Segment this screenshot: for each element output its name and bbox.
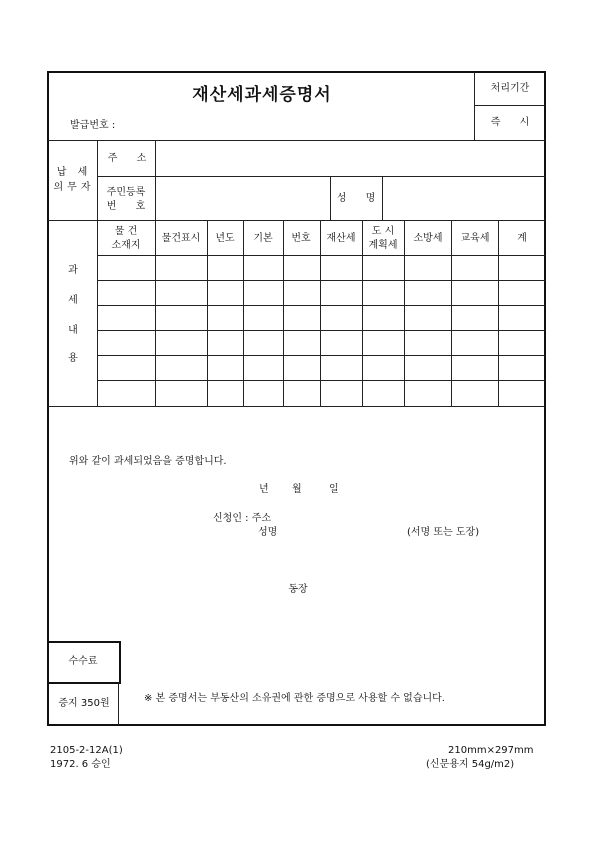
form-title: 재산세과세증명서 — [192, 85, 332, 105]
taxation-column-line — [155, 220, 156, 406]
taxation-row-line — [97, 380, 545, 381]
certification-statement: 위와 같이 과세되었음을 증명합니다. — [69, 456, 227, 467]
column-header-city-planning-tax-1: 도 시 — [371, 226, 395, 237]
taxation-row-line — [97, 330, 545, 331]
resident-number-label-1: 주민등록 — [106, 187, 146, 198]
applicant-name-label: 성명 — [258, 527, 278, 538]
taxation-row-line — [97, 305, 545, 306]
taxation-side-label-1: 과 — [68, 265, 78, 276]
column-header-number: 번호 — [291, 233, 311, 244]
taxpayer-group-divider — [97, 140, 98, 220]
taxpayer-group-label-2: 의무자 — [53, 182, 95, 193]
taxation-header-bottom — [97, 255, 545, 256]
column-header-education-tax: 교육세 — [460, 233, 490, 244]
taxation-column-line — [207, 220, 208, 406]
paper-size: 210mm×297mm — [448, 745, 534, 756]
column-header-location-2: 소재지 — [111, 240, 141, 251]
date-day: 일 — [329, 484, 339, 495]
certificate-form — [47, 71, 546, 726]
issue-number-label: 발급번호 : — [70, 120, 116, 131]
taxation-column-line — [404, 220, 405, 406]
column-header-total: 계 — [517, 233, 527, 244]
header-bottom-line — [48, 140, 545, 141]
form-code: 2105-2-12A(1) — [50, 745, 123, 756]
taxation-row-line — [97, 280, 545, 281]
taxpayer-row-divider — [97, 176, 545, 177]
name-label-left-border — [330, 176, 331, 220]
approval-date: 1972. 6 승인 — [50, 759, 111, 770]
applicant-address-label: 신청인 : 주소 — [213, 513, 272, 524]
processing-box-divider — [474, 105, 545, 106]
fee-box-right-border — [119, 641, 121, 684]
fee-box-middle-border — [47, 682, 121, 684]
taxation-bottom-line — [48, 406, 545, 407]
taxation-column-line — [283, 220, 284, 406]
stamp-box-right-border — [118, 683, 119, 725]
taxation-side-label-3: 내 — [68, 325, 78, 336]
taxation-column-line — [451, 220, 452, 406]
processing-period-value: 즉 시 — [490, 117, 538, 128]
column-header-basic: 기본 — [253, 233, 273, 244]
column-header-year: 년도 — [215, 233, 235, 244]
taxpayer-group-label-1: 납 세 — [56, 167, 92, 178]
taxation-column-line — [320, 220, 321, 406]
taxpayer-label-divider — [155, 140, 156, 220]
date-month: 월 — [292, 484, 302, 495]
usage-notice: ※ 본 증명서는 부동산의 소유권에 관한 증명으로 사용할 수 없습니다. — [144, 693, 445, 704]
taxation-side-label-2: 세 — [68, 295, 78, 306]
taxpayer-bottom-line — [48, 220, 545, 221]
date-year: 년 — [259, 484, 269, 495]
paper-type: (신문용지 54g/m2) — [426, 759, 515, 770]
processing-period-label: 처리기간 — [490, 83, 530, 94]
processing-box-left-border — [474, 72, 475, 140]
address-label: 주 소 — [107, 153, 155, 164]
issuer-label: 동장 — [288, 584, 308, 595]
fee-label: 수수료 — [68, 656, 98, 667]
stamp-label: 증지 350원 — [58, 698, 110, 709]
column-header-city-planning-tax-2: 계획세 — [368, 240, 398, 251]
column-header-location-1: 물 건 — [114, 226, 138, 237]
resident-number-label-2: 번 호 — [106, 201, 154, 212]
taxation-column-line — [243, 220, 244, 406]
column-header-property-tax: 재산세 — [326, 233, 356, 244]
fee-box-top-border — [47, 641, 121, 643]
taxation-column-line — [498, 220, 499, 406]
column-header-fire-tax: 소방세 — [413, 233, 443, 244]
name-label: 성 명 — [336, 193, 384, 204]
taxation-row-line — [97, 355, 545, 356]
taxation-side-label-4: 용 — [68, 353, 78, 364]
signature-note: (서명 또는 도장) — [407, 527, 480, 538]
column-header-property-description: 물건표시 — [161, 233, 201, 244]
taxation-side-divider — [97, 220, 98, 406]
taxation-column-line — [362, 220, 363, 406]
